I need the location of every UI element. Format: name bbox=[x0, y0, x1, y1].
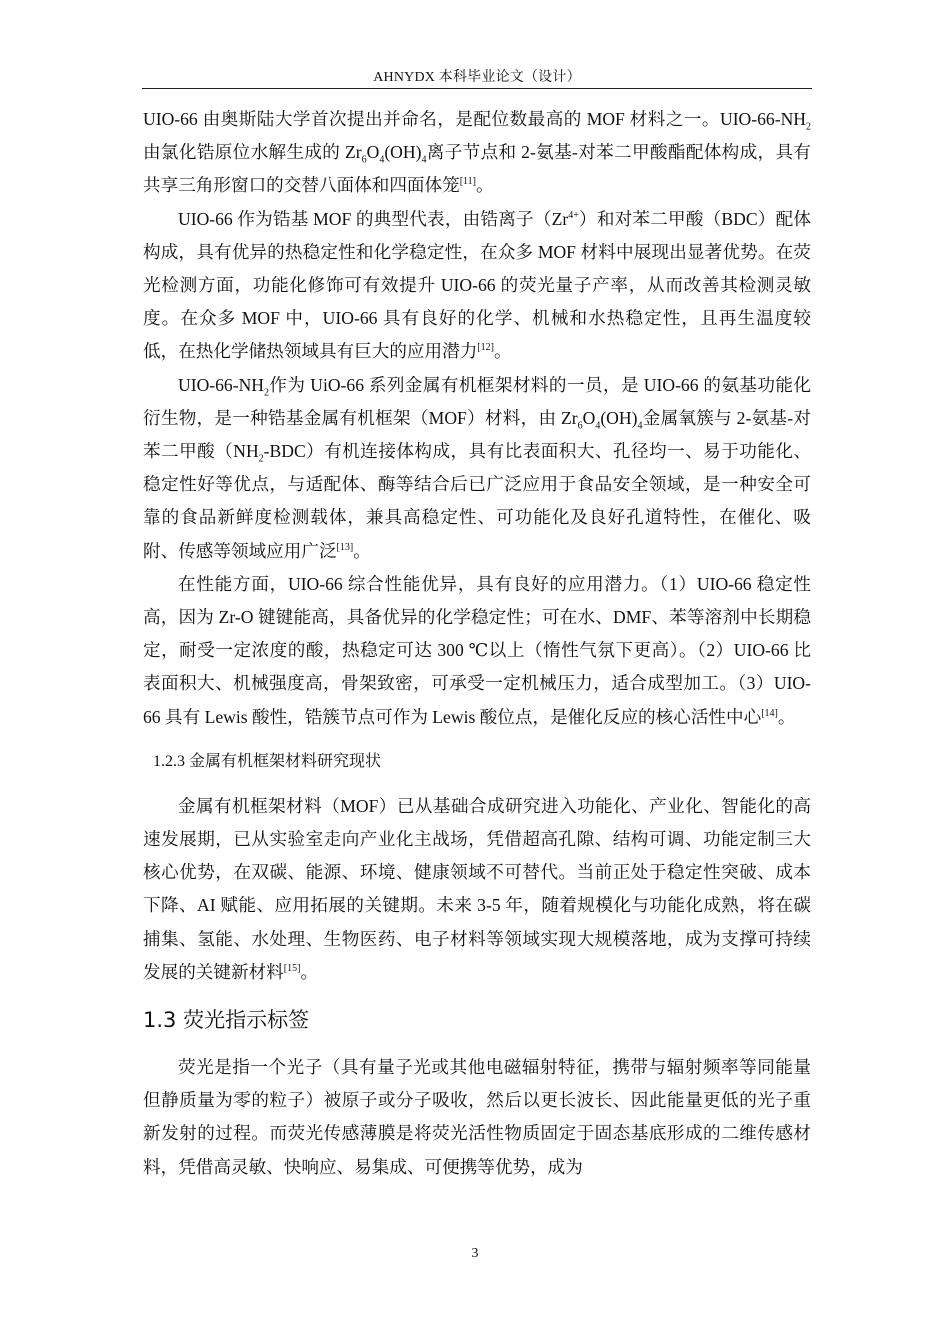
citation: [15] bbox=[283, 963, 301, 975]
page-number: 3 bbox=[471, 1246, 479, 1261]
paragraph-fluorescence: 荧光是指一个光子（具有量子光或其他电磁辐射特征，携带与辐射频率等同能量但静质量为零的粒子）被原子或分子吸收，然后以更长波长、因此能量更低的光子重新发射的过程。而荧光传感薄膜是将荧光活性物质固定于固态基底形成的二维传感材料，凭借高灵敏、快响应、易集成、可便携等优势，成为 bbox=[143, 1057, 811, 1177]
section-heading-1-2-3: 1.2.3 金属有机框架材料研究现状 bbox=[153, 752, 382, 770]
citation: [12] bbox=[477, 342, 494, 354]
header-rule bbox=[142, 88, 812, 89]
citation: [14] bbox=[761, 707, 778, 719]
paragraph-uio66-typical: UIO-66 作为锆基 MOF 的典型代表，由锆离子$(Zr^{4+})$和对苯二甲酸（BDC）配体构成，具有优异的热稳定性和化学稳定性，在众多 MOF 材料中展现出显著优势。在荧光检测方面，功能化修饰可有效提升 UIO-66 的荧光量子产率，从而改善其检测灵敏度。在众多 MOF 中，UIO-66 具有良好的化学、机械和水热稳定性，且再生温度较低，在热化学储热领域具有巨大的应用潜力[12]。 bbox=[143, 208, 811, 362]
paragraph-uio66-nh2: UIO-$66-NH_2$作为 UiO-66 系列金属有机框架材料的一员，是 UIO-66 的氨基功能化衍生物，是一种锆基金属有机框架（MOF）材料，由 $Zr_6O_4(OH)_4$金属氧簇与 2-氨基-对苯二甲酸$(NH_2-BDC)$有机连接体构成，具有比表面积大、孔径均一、易于功能化、稳定性好等优点，与适配体、酶等结合后已广泛应用于食品安全领域，是一种安全可靠的食品新鲜度检测载体，兼具高稳定性、可功能化及良好孔道特性，在催化、吸附、传感等领域应用广泛[13]。 bbox=[143, 374, 811, 561]
paragraph-mof-status: 金属有机框架材料（MOF）已从基础合成研究进入功能化、产业化、智能化的高速发展期，已从实验室走向产业化主战场，凭借超高孔隙、结构可调、功能定制三大核心优势，在双碳、能源、环境、健康领域不可替代。当前正处于稳定性突破、成本下降、AI 赋能、应用拓展的关键期。未来 3-5 年，随着规模化与功能化成熟，将在碳捕集、氢能、水处理、生物医药、电子材料等领域实现大规模落地，成为支撑可持续发展的关键新材料[15]。 bbox=[143, 795, 811, 982]
running-header: AHNYDX 本科毕业论文（设计） bbox=[373, 70, 581, 85]
paragraph-uio66-intro: UIO-66 由奥斯陆大学首次提出并命名，是配位数最高的 MOF 材料之一。UIO-$66-NH_2$由氯化锆原位水解生成的 $Zr_6O_4(OH)_4$离子节点和 2-氨基-对苯二甲酸酯配体构成，具有共享三角形窗口的交替八面体和四面体笼[11]。 bbox=[143, 109, 811, 196]
section-heading-1-3: 1.3 荧光指示标签 bbox=[143, 1008, 310, 1033]
citation: [11] bbox=[459, 176, 476, 188]
page-body bbox=[143, 103, 811, 1184]
paragraph-uio66-performance: 在性能方面，UIO-66 综合性能优异，具有良好的应用潜力。（1）UIO-66 稳定性高，因为 Zr-O 键键能高，具备优异的化学稳定性；可在水、DMF、苯等溶剂中长期稳定，耐受一定浓度的酸，热稳定可达 300 ℃以上（惰性气氛下更高）。（2）UIO-66 比表面积大、机械强度高，骨架致密，可承受一定机械压力，适合成型加工。（3）UIO-66 具有 Lewis 酸性，锆簇节点可作为 Lewis 酸位点，是催化反应的核心活性中心[14]。 bbox=[143, 573, 811, 727]
citation: [13] bbox=[336, 541, 354, 553]
